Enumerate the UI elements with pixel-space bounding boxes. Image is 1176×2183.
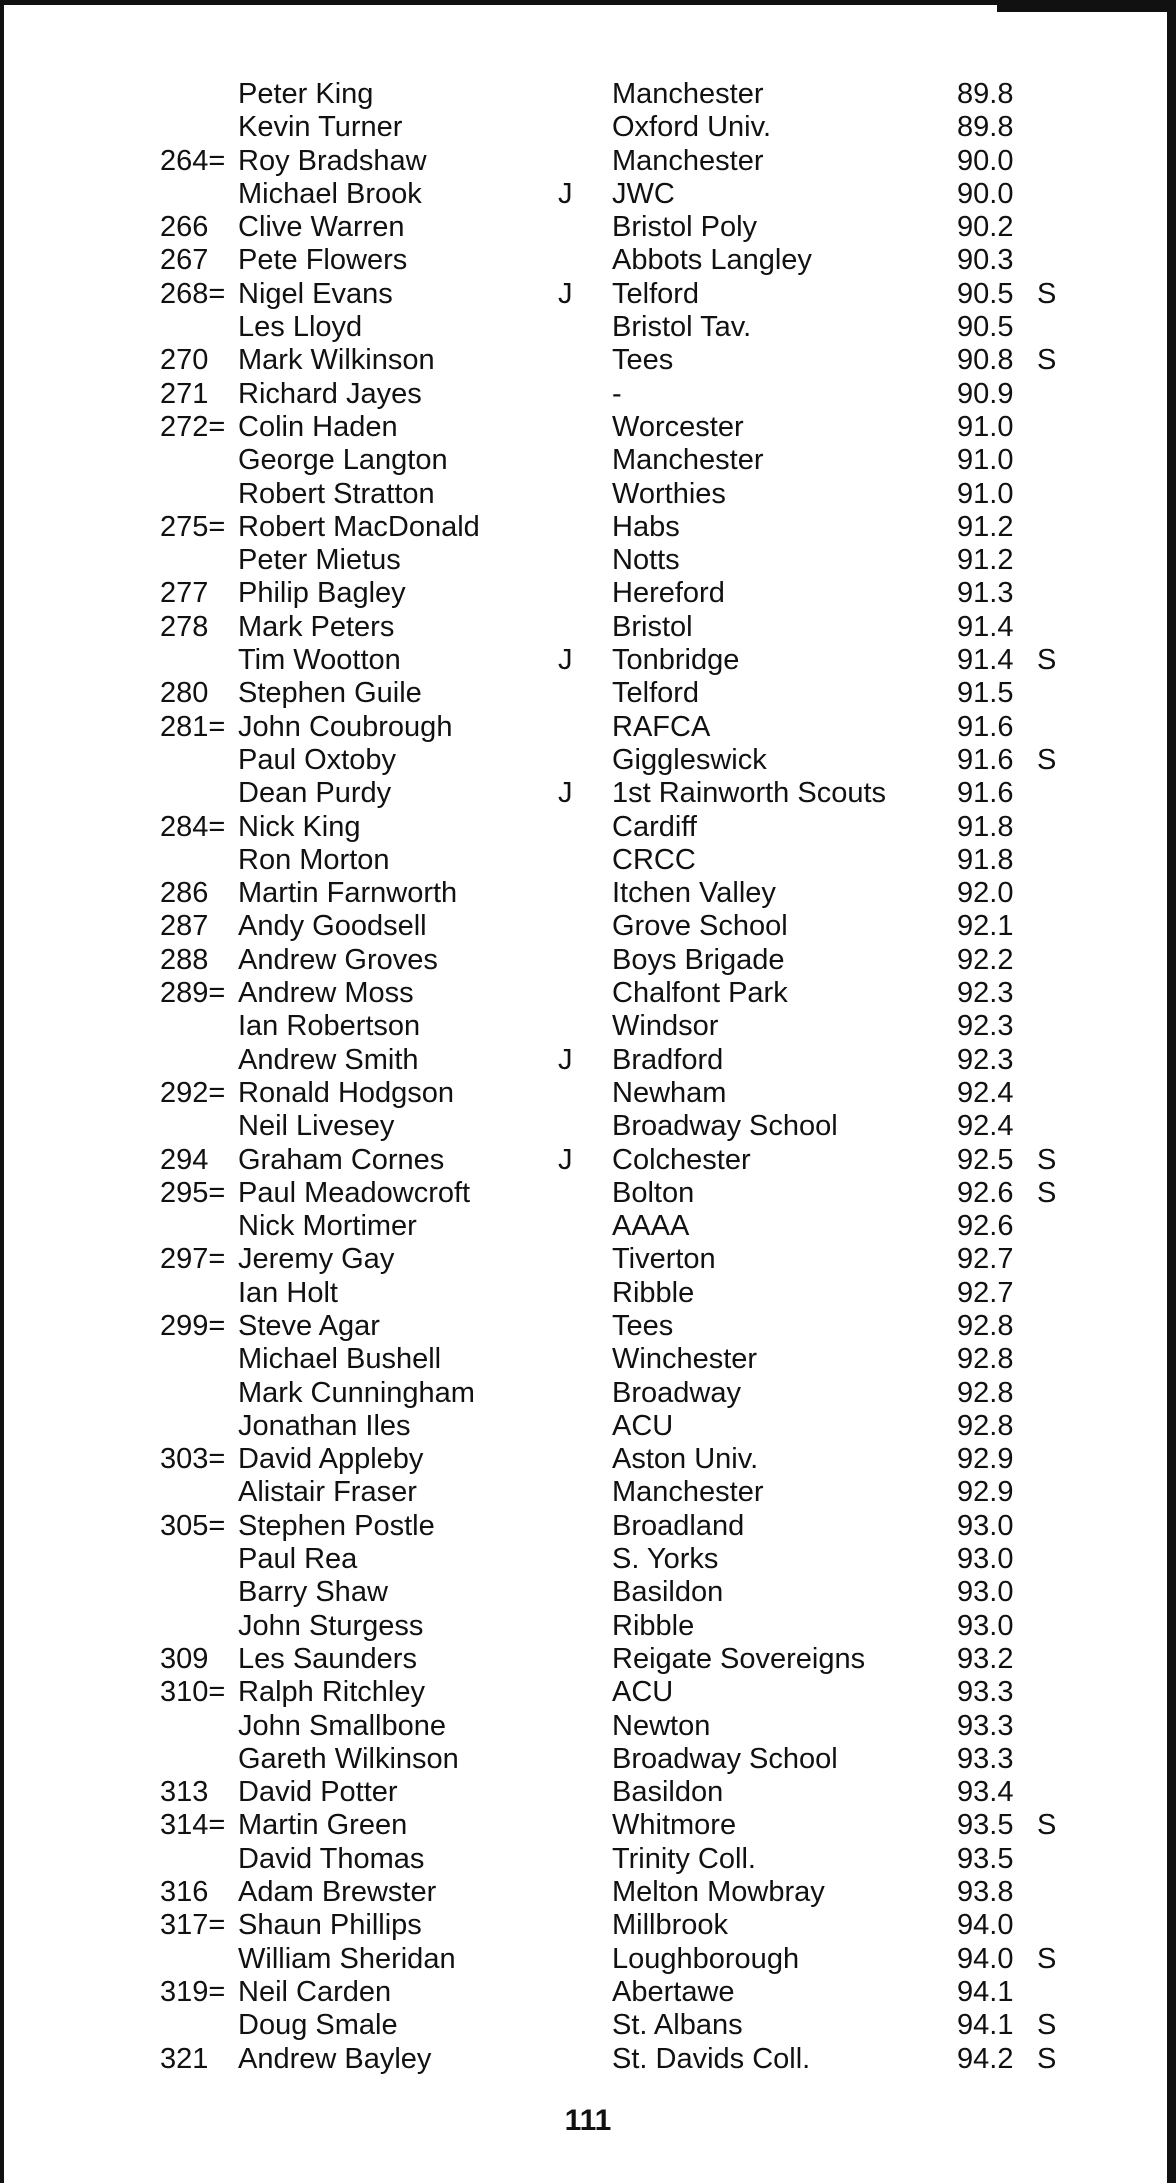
result-row: [0, 1976, 1176, 2009]
club-name: ACU: [612, 1676, 674, 1709]
club-name: Bristol: [612, 610, 693, 643]
result-row: [0, 1177, 1176, 1210]
club-name: Tees: [612, 1309, 674, 1342]
club-name: Worcester: [612, 410, 744, 443]
result-rank: 268=: [160, 277, 226, 310]
result-time: 90.9: [957, 377, 1014, 410]
senior-flag: S: [1037, 743, 1057, 776]
result-time: 91.0: [957, 444, 1014, 477]
result-rank: 295=: [160, 1176, 226, 1209]
result-row: [0, 311, 1176, 344]
result-row: [0, 478, 1176, 511]
result-time: 89.8: [957, 111, 1014, 144]
club-name: Trinity Coll.: [612, 1842, 756, 1875]
result-rank: 271: [160, 377, 209, 410]
result-time: 92.5: [957, 1143, 1014, 1176]
club-name: St. Albans: [612, 2009, 743, 2042]
club-name: Hereford: [612, 577, 725, 610]
result-time: 91.4: [957, 610, 1014, 643]
result-rank: 313: [160, 1776, 209, 1809]
result-time: 92.9: [957, 1476, 1014, 1509]
athlete-name: Jonathan Iles: [238, 1409, 411, 1442]
result-row: [0, 677, 1176, 710]
result-row: [0, 145, 1176, 178]
club-name: Tees: [612, 344, 674, 377]
result-rank: 277: [160, 577, 209, 610]
result-row: [0, 1476, 1176, 1509]
result-rank: 321: [160, 2042, 209, 2075]
result-row: [0, 211, 1176, 244]
result-time: 94.1: [957, 1975, 1014, 2008]
result-row: [0, 1876, 1176, 1909]
junior-flag: J: [558, 177, 573, 210]
athlete-name: Andrew Moss: [238, 977, 414, 1010]
club-name: Millbrook: [612, 1909, 729, 1942]
result-row: [0, 244, 1176, 277]
result-row: [0, 78, 1176, 111]
result-time: 93.0: [957, 1509, 1014, 1542]
club-name: Winchester: [612, 1343, 758, 1376]
result-time: 90.2: [957, 211, 1014, 244]
athlete-name: Gareth Wilkinson: [238, 1742, 459, 1775]
result-row: [0, 178, 1176, 211]
athlete-name: Ian Holt: [238, 1276, 338, 1309]
result-rank: 303=: [160, 1443, 226, 1476]
result-time: 92.2: [957, 943, 1014, 976]
result-row: [0, 711, 1176, 744]
result-rank: 284=: [160, 810, 226, 843]
athlete-name: Mark Cunningham: [238, 1376, 475, 1409]
senior-flag: S: [1037, 2009, 1057, 2042]
club-name: Colchester: [612, 1143, 751, 1176]
athlete-name: Ian Robertson: [238, 1010, 421, 1043]
result-row: [0, 811, 1176, 844]
club-name: S. Yorks: [612, 1543, 719, 1576]
athlete-name: John Sturgess: [238, 1609, 424, 1642]
result-row: [0, 1443, 1176, 1476]
result-row: [0, 944, 1176, 977]
athlete-name: Nigel Evans: [238, 277, 393, 310]
club-name: Windsor: [612, 1010, 719, 1043]
club-name: Bolton: [612, 1176, 695, 1209]
result-rank: 288: [160, 943, 209, 976]
result-row: [0, 111, 1176, 144]
senior-flag: S: [1037, 644, 1057, 677]
athlete-name: Alistair Fraser: [238, 1476, 417, 1509]
result-row: [0, 1110, 1176, 1143]
result-row: [0, 1643, 1176, 1676]
athlete-name: William Sheridan: [238, 1942, 456, 1975]
club-name: Notts: [612, 544, 680, 577]
junior-flag: J: [558, 1143, 573, 1176]
athlete-name: Stephen Guile: [238, 677, 422, 710]
athlete-name: David Appleby: [238, 1443, 424, 1476]
club-name: Tiverton: [612, 1243, 716, 1276]
result-row: [0, 1510, 1176, 1543]
club-name: Boys Brigade: [612, 943, 785, 976]
result-row: [0, 2009, 1176, 2042]
result-time: 94.0: [957, 1942, 1014, 1975]
result-time: 91.4: [957, 644, 1014, 677]
result-row: [0, 1277, 1176, 1310]
club-name: Newton: [612, 1709, 711, 1742]
athlete-name: Graham Cornes: [238, 1143, 445, 1176]
club-name: Manchester: [612, 144, 764, 177]
result-time: 94.0: [957, 1909, 1014, 1942]
result-time: 94.2: [957, 2042, 1014, 2075]
result-time: 91.8: [957, 810, 1014, 843]
athlete-name: Paul Rea: [238, 1543, 358, 1576]
result-row: [0, 844, 1176, 877]
result-row: [0, 1543, 1176, 1576]
athlete-name: Martin Farnworth: [238, 877, 458, 910]
athlete-name: Mark Peters: [238, 610, 395, 643]
athlete-name: Roy Bradshaw: [238, 144, 427, 177]
result-rank: 278: [160, 610, 209, 643]
result-row: [0, 744, 1176, 777]
club-name: Broadway School: [612, 1742, 838, 1775]
result-time: 92.9: [957, 1443, 1014, 1476]
result-rank: 292=: [160, 1076, 226, 1109]
club-name: Manchester: [612, 78, 764, 110]
result-row: [0, 444, 1176, 477]
athlete-name: John Coubrough: [238, 710, 453, 743]
result-row: [0, 1909, 1176, 1942]
club-name: -: [612, 377, 622, 410]
result-time: 90.0: [957, 144, 1014, 177]
result-rank: 305=: [160, 1509, 226, 1542]
athlete-name: John Smallbone: [238, 1709, 446, 1742]
result-row: [0, 1776, 1176, 1809]
club-name: Melton Mowbray: [612, 1876, 825, 1909]
result-time: 92.8: [957, 1376, 1014, 1409]
scan-frame-corner: [997, 0, 1167, 12]
result-rank: 270: [160, 344, 209, 377]
result-row: [0, 2043, 1176, 2076]
athlete-name: Les Lloyd: [238, 311, 363, 344]
club-name: CRCC: [612, 843, 696, 876]
result-time: 92.3: [957, 1043, 1014, 1076]
athlete-name: Stephen Postle: [238, 1509, 435, 1542]
result-rank: 272=: [160, 410, 226, 443]
athlete-name: Andrew Smith: [238, 1043, 419, 1076]
athlete-name: Shaun Phillips: [238, 1909, 422, 1942]
result-row: [0, 1144, 1176, 1177]
result-rank: 264=: [160, 144, 226, 177]
result-rank: 266: [160, 211, 209, 244]
result-rank: 275=: [160, 510, 226, 543]
result-rank: 297=: [160, 1243, 226, 1276]
result-time: 93.3: [957, 1742, 1014, 1775]
athlete-name: Michael Bushell: [238, 1343, 442, 1376]
athlete-name: Les Saunders: [238, 1642, 417, 1675]
athlete-name: Jeremy Gay: [238, 1243, 395, 1276]
athlete-name: Mark Wilkinson: [238, 344, 435, 377]
result-row: [0, 344, 1176, 377]
junior-flag: J: [558, 777, 573, 810]
result-rank: 286: [160, 877, 209, 910]
result-row: [0, 378, 1176, 411]
club-name: Bristol Tav.: [612, 311, 752, 344]
athlete-name: Paul Oxtoby: [238, 743, 396, 776]
result-time: 92.6: [957, 1210, 1014, 1243]
result-time: 93.5: [957, 1842, 1014, 1875]
result-time: 93.0: [957, 1543, 1014, 1576]
athlete-name: Nick King: [238, 810, 361, 843]
result-row: [0, 1576, 1176, 1609]
result-rank: 316: [160, 1876, 209, 1909]
result-time: 91.2: [957, 544, 1014, 577]
club-name: St. Davids Coll.: [612, 2042, 811, 2075]
result-time: 93.3: [957, 1676, 1014, 1709]
result-time: 90.8: [957, 344, 1014, 377]
club-name: Cardiff: [612, 810, 697, 843]
result-row: [0, 1610, 1176, 1643]
club-name: Bradford: [612, 1043, 724, 1076]
athlete-name: Andrew Groves: [238, 943, 438, 976]
club-name: Ribble: [612, 1609, 695, 1642]
club-name: Habs: [612, 510, 680, 543]
result-row: [0, 1010, 1176, 1043]
result-row: [0, 1809, 1176, 1842]
club-name: Telford: [612, 677, 700, 710]
club-name: Newham: [612, 1076, 727, 1109]
athlete-name: Tim Wootton: [238, 644, 401, 677]
senior-flag: S: [1037, 1809, 1057, 1842]
club-name: Grove School: [612, 910, 788, 943]
result-rank: 280: [160, 677, 209, 710]
result-row: [0, 1377, 1176, 1410]
club-name: Abertawe: [612, 1975, 735, 2008]
result-time: 91.6: [957, 743, 1014, 776]
athlete-name: Pete Flowers: [238, 244, 408, 277]
senior-flag: S: [1037, 1942, 1057, 1975]
senior-flag: S: [1037, 277, 1057, 310]
result-rank: 289=: [160, 977, 226, 1010]
club-name: RAFCA: [612, 710, 711, 743]
athlete-name: Andrew Bayley: [238, 2042, 432, 2075]
page-number: 111: [564, 2104, 612, 2137]
result-row: [0, 1343, 1176, 1376]
club-name: Whitmore: [612, 1809, 737, 1842]
senior-flag: S: [1037, 344, 1057, 377]
athlete-name: Colin Haden: [238, 410, 398, 443]
result-time: 91.2: [957, 510, 1014, 543]
result-rank: 319=: [160, 1975, 226, 2008]
club-name: AAAA: [612, 1210, 690, 1243]
result-time: 91.0: [957, 477, 1014, 510]
result-row: [0, 1243, 1176, 1276]
club-name: Bristol Poly: [612, 211, 758, 244]
result-row: [0, 611, 1176, 644]
result-time: 92.8: [957, 1343, 1014, 1376]
athlete-name: Neil Livesey: [238, 1110, 395, 1143]
senior-flag: S: [1037, 1143, 1057, 1176]
athlete-name: Doug Smale: [238, 2009, 398, 2042]
club-name: Telford: [612, 277, 700, 310]
club-name: ACU: [612, 1409, 674, 1442]
athlete-name: Robert Stratton: [238, 477, 435, 510]
result-time: 92.3: [957, 977, 1014, 1010]
result-row: [0, 1710, 1176, 1743]
club-name: Ribble: [612, 1276, 695, 1309]
result-rank: 317=: [160, 1909, 226, 1942]
result-time: 94.1: [957, 2009, 1014, 2042]
result-row: [0, 1077, 1176, 1110]
junior-flag: J: [558, 277, 573, 310]
result-rank: 310=: [160, 1676, 226, 1709]
club-name: Broadland: [612, 1509, 745, 1542]
athlete-name: Andy Goodsell: [238, 910, 427, 943]
result-rank: 281=: [160, 710, 226, 743]
result-time: 93.0: [957, 1609, 1014, 1642]
club-name: Broadway: [612, 1376, 741, 1409]
result-time: 93.0: [957, 1576, 1014, 1609]
result-row: [0, 1843, 1176, 1876]
result-time: 93.5: [957, 1809, 1014, 1842]
result-row: [0, 1743, 1176, 1776]
junior-flag: J: [558, 644, 573, 677]
result-row: [0, 877, 1176, 910]
club-name: Abbots Langley: [612, 244, 812, 277]
result-time: 92.3: [957, 1010, 1014, 1043]
junior-flag: J: [558, 1043, 573, 1076]
result-rank: 287: [160, 910, 209, 943]
result-rank: 267: [160, 244, 209, 277]
athlete-name: Robert MacDonald: [238, 510, 480, 543]
result-rank: 299=: [160, 1309, 226, 1342]
athlete-name: Peter Mietus: [238, 544, 401, 577]
club-name: JWC: [612, 177, 675, 210]
athlete-name: Clive Warren: [238, 211, 405, 244]
athlete-name: Richard Jayes: [238, 377, 422, 410]
result-row: [0, 977, 1176, 1010]
result-time: 93.2: [957, 1642, 1014, 1675]
result-time: 92.0: [957, 877, 1014, 910]
result-time: 92.4: [957, 1076, 1014, 1109]
result-time: 92.6: [957, 1176, 1014, 1209]
athlete-name: David Thomas: [238, 1842, 425, 1875]
result-time: 92.1: [957, 910, 1014, 943]
result-time: 93.4: [957, 1776, 1014, 1809]
result-row: [0, 1310, 1176, 1343]
results-list: [0, 78, 1176, 2076]
result-row: [0, 511, 1176, 544]
result-time: 90.3: [957, 244, 1014, 277]
result-time: 92.4: [957, 1110, 1014, 1143]
athlete-name: Dean Purdy: [238, 777, 392, 810]
result-time: 90.0: [957, 177, 1014, 210]
result-time: 92.7: [957, 1243, 1014, 1276]
result-time: 93.3: [957, 1709, 1014, 1742]
result-time: 91.8: [957, 843, 1014, 876]
result-row: [0, 411, 1176, 444]
result-row: [0, 544, 1176, 577]
athlete-name: Steve Agar: [238, 1309, 380, 1342]
athlete-name: Paul Meadowcroft: [238, 1176, 471, 1209]
athlete-name: Nick Mortimer: [238, 1210, 417, 1243]
club-name: 1st Rainworth Scouts: [612, 777, 887, 810]
result-time: 92.7: [957, 1276, 1014, 1309]
result-time: 92.8: [957, 1409, 1014, 1442]
result-rank: 294: [160, 1143, 209, 1176]
athlete-name: George Langton: [238, 444, 448, 477]
result-row: [0, 644, 1176, 677]
athlete-name: Ron Morton: [238, 843, 390, 876]
athlete-name: Kevin Turner: [238, 111, 403, 144]
club-name: Basildon: [612, 1576, 724, 1609]
athlete-name: Peter King: [238, 78, 374, 110]
result-row: [0, 910, 1176, 943]
club-name: Tonbridge: [612, 644, 740, 677]
result-time: 93.8: [957, 1876, 1014, 1909]
athlete-name: Michael Brook: [238, 177, 422, 210]
result-time: 91.6: [957, 777, 1014, 810]
club-name: Reigate Sovereigns: [612, 1642, 866, 1675]
result-row: [0, 1943, 1176, 1976]
club-name: Broadway School: [612, 1110, 838, 1143]
club-name: Manchester: [612, 1476, 764, 1509]
result-row: [0, 1410, 1176, 1443]
result-time: 89.8: [957, 78, 1014, 110]
result-row: [0, 1676, 1176, 1709]
senior-flag: S: [1037, 1176, 1057, 1209]
athlete-name: Adam Brewster: [238, 1876, 437, 1909]
club-name: Itchen Valley: [612, 877, 776, 910]
club-name: Chalfont Park: [612, 977, 788, 1010]
result-time: 91.3: [957, 577, 1014, 610]
athlete-name: Neil Carden: [238, 1975, 392, 2008]
result-time: 91.6: [957, 710, 1014, 743]
result-time: 91.0: [957, 410, 1014, 443]
result-rank: 309: [160, 1642, 209, 1675]
athlete-name: Barry Shaw: [238, 1576, 388, 1609]
athlete-name: Ralph Ritchley: [238, 1676, 425, 1709]
club-name: Aston Univ.: [612, 1443, 759, 1476]
result-row: [0, 278, 1176, 311]
result-row: [0, 577, 1176, 610]
club-name: Loughborough: [612, 1942, 800, 1975]
club-name: Manchester: [612, 444, 764, 477]
result-row: [0, 777, 1176, 810]
result-time: 92.8: [957, 1309, 1014, 1342]
result-time: 91.5: [957, 677, 1014, 710]
result-row: [0, 1044, 1176, 1077]
athlete-name: Philip Bagley: [238, 577, 406, 610]
club-name: Oxford Univ.: [612, 111, 772, 144]
club-name: Giggleswick: [612, 743, 767, 776]
athlete-name: Martin Green: [238, 1809, 408, 1842]
club-name: Basildon: [612, 1776, 724, 1809]
result-time: 90.5: [957, 311, 1014, 344]
result-rank: 314=: [160, 1809, 226, 1842]
club-name: Worthies: [612, 477, 726, 510]
athlete-name: Ronald Hodgson: [238, 1076, 455, 1109]
senior-flag: S: [1037, 2042, 1057, 2075]
result-row: [0, 1210, 1176, 1243]
athlete-name: David Potter: [238, 1776, 398, 1809]
result-time: 90.5: [957, 277, 1014, 310]
